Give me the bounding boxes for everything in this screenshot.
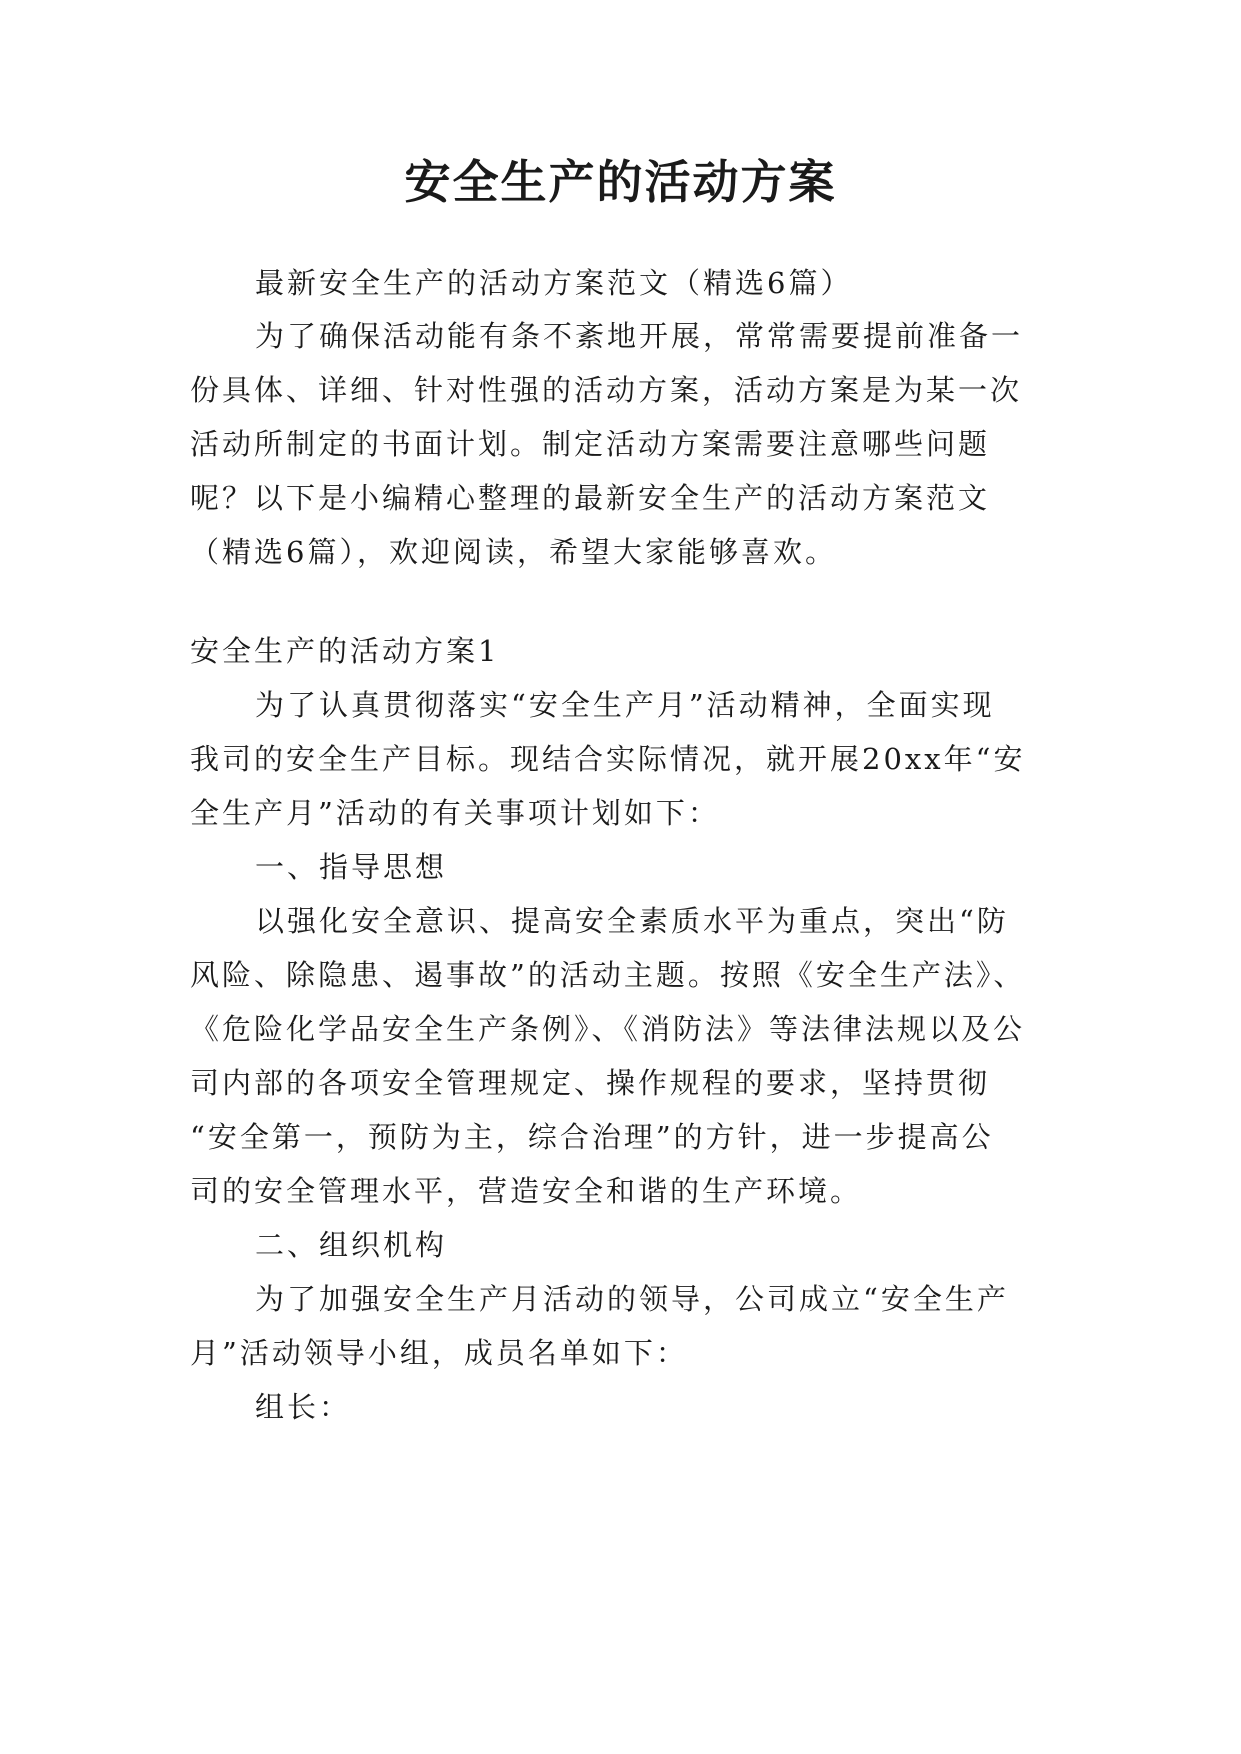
paragraph-line: 呢？以下是小编精心整理的最新安全生产的活动方案范文	[190, 481, 991, 515]
paragraph-line: 风险、除隐患、遏事故”的活动主题。按照《安全生产法》、	[190, 958, 1026, 992]
paragraph-line: 为了认真贯彻落实“安全生产月”活动精神，全面实现	[255, 688, 995, 722]
paragraph-line: 组长：	[255, 1390, 352, 1424]
paragraph-line: 为了确保活动能有条不紊地开展，常常需要提前准备一	[255, 319, 1024, 353]
paragraph-line: 月”活动领导小组，成员名单如下：	[190, 1336, 688, 1370]
intro-heading: 最新安全生产的活动方案范文（精选6篇）	[255, 266, 853, 300]
paragraph-line: （精选6篇），欢迎阅读，希望大家能够喜欢。	[190, 535, 837, 569]
paragraph-line: 我司的安全生产目标。现结合实际情况，就开展20xx年“安	[190, 742, 1026, 776]
subsection-heading: 二、组织机构	[255, 1228, 448, 1262]
paragraph-line: 《危险化学品安全生产条例》、《消防法》等法律法规以及公	[190, 1012, 1026, 1046]
paragraph-line: “安全第一，预防为主，综合治理”的方针，进一步提高公	[190, 1120, 994, 1154]
document-title: 安全生产的活动方案	[404, 155, 837, 209]
paragraph-line: 份具体、详细、针对性强的活动方案，活动方案是为某一次	[190, 373, 1023, 407]
paragraph-line: 全生产月”活动的有关事项计划如下：	[190, 796, 720, 830]
paragraph-line: 活动所制定的书面计划。制定活动方案需要注意哪些问题	[190, 427, 991, 461]
paragraph-line: 为了加强安全生产月活动的领导，公司成立“安全生产	[255, 1282, 1009, 1316]
paragraph-line: 司内部的各项安全管理规定、操作规程的要求，坚持贯彻	[190, 1066, 991, 1100]
paragraph-line: 司的安全管理水平，营造安全和谐的生产环境。	[190, 1174, 863, 1208]
subsection-heading: 一、指导思想	[255, 850, 448, 884]
section-heading: 安全生产的活动方案1	[190, 634, 500, 668]
paragraph-line: 以强化安全意识、提高安全素质水平为重点，突出“防	[255, 904, 1009, 938]
